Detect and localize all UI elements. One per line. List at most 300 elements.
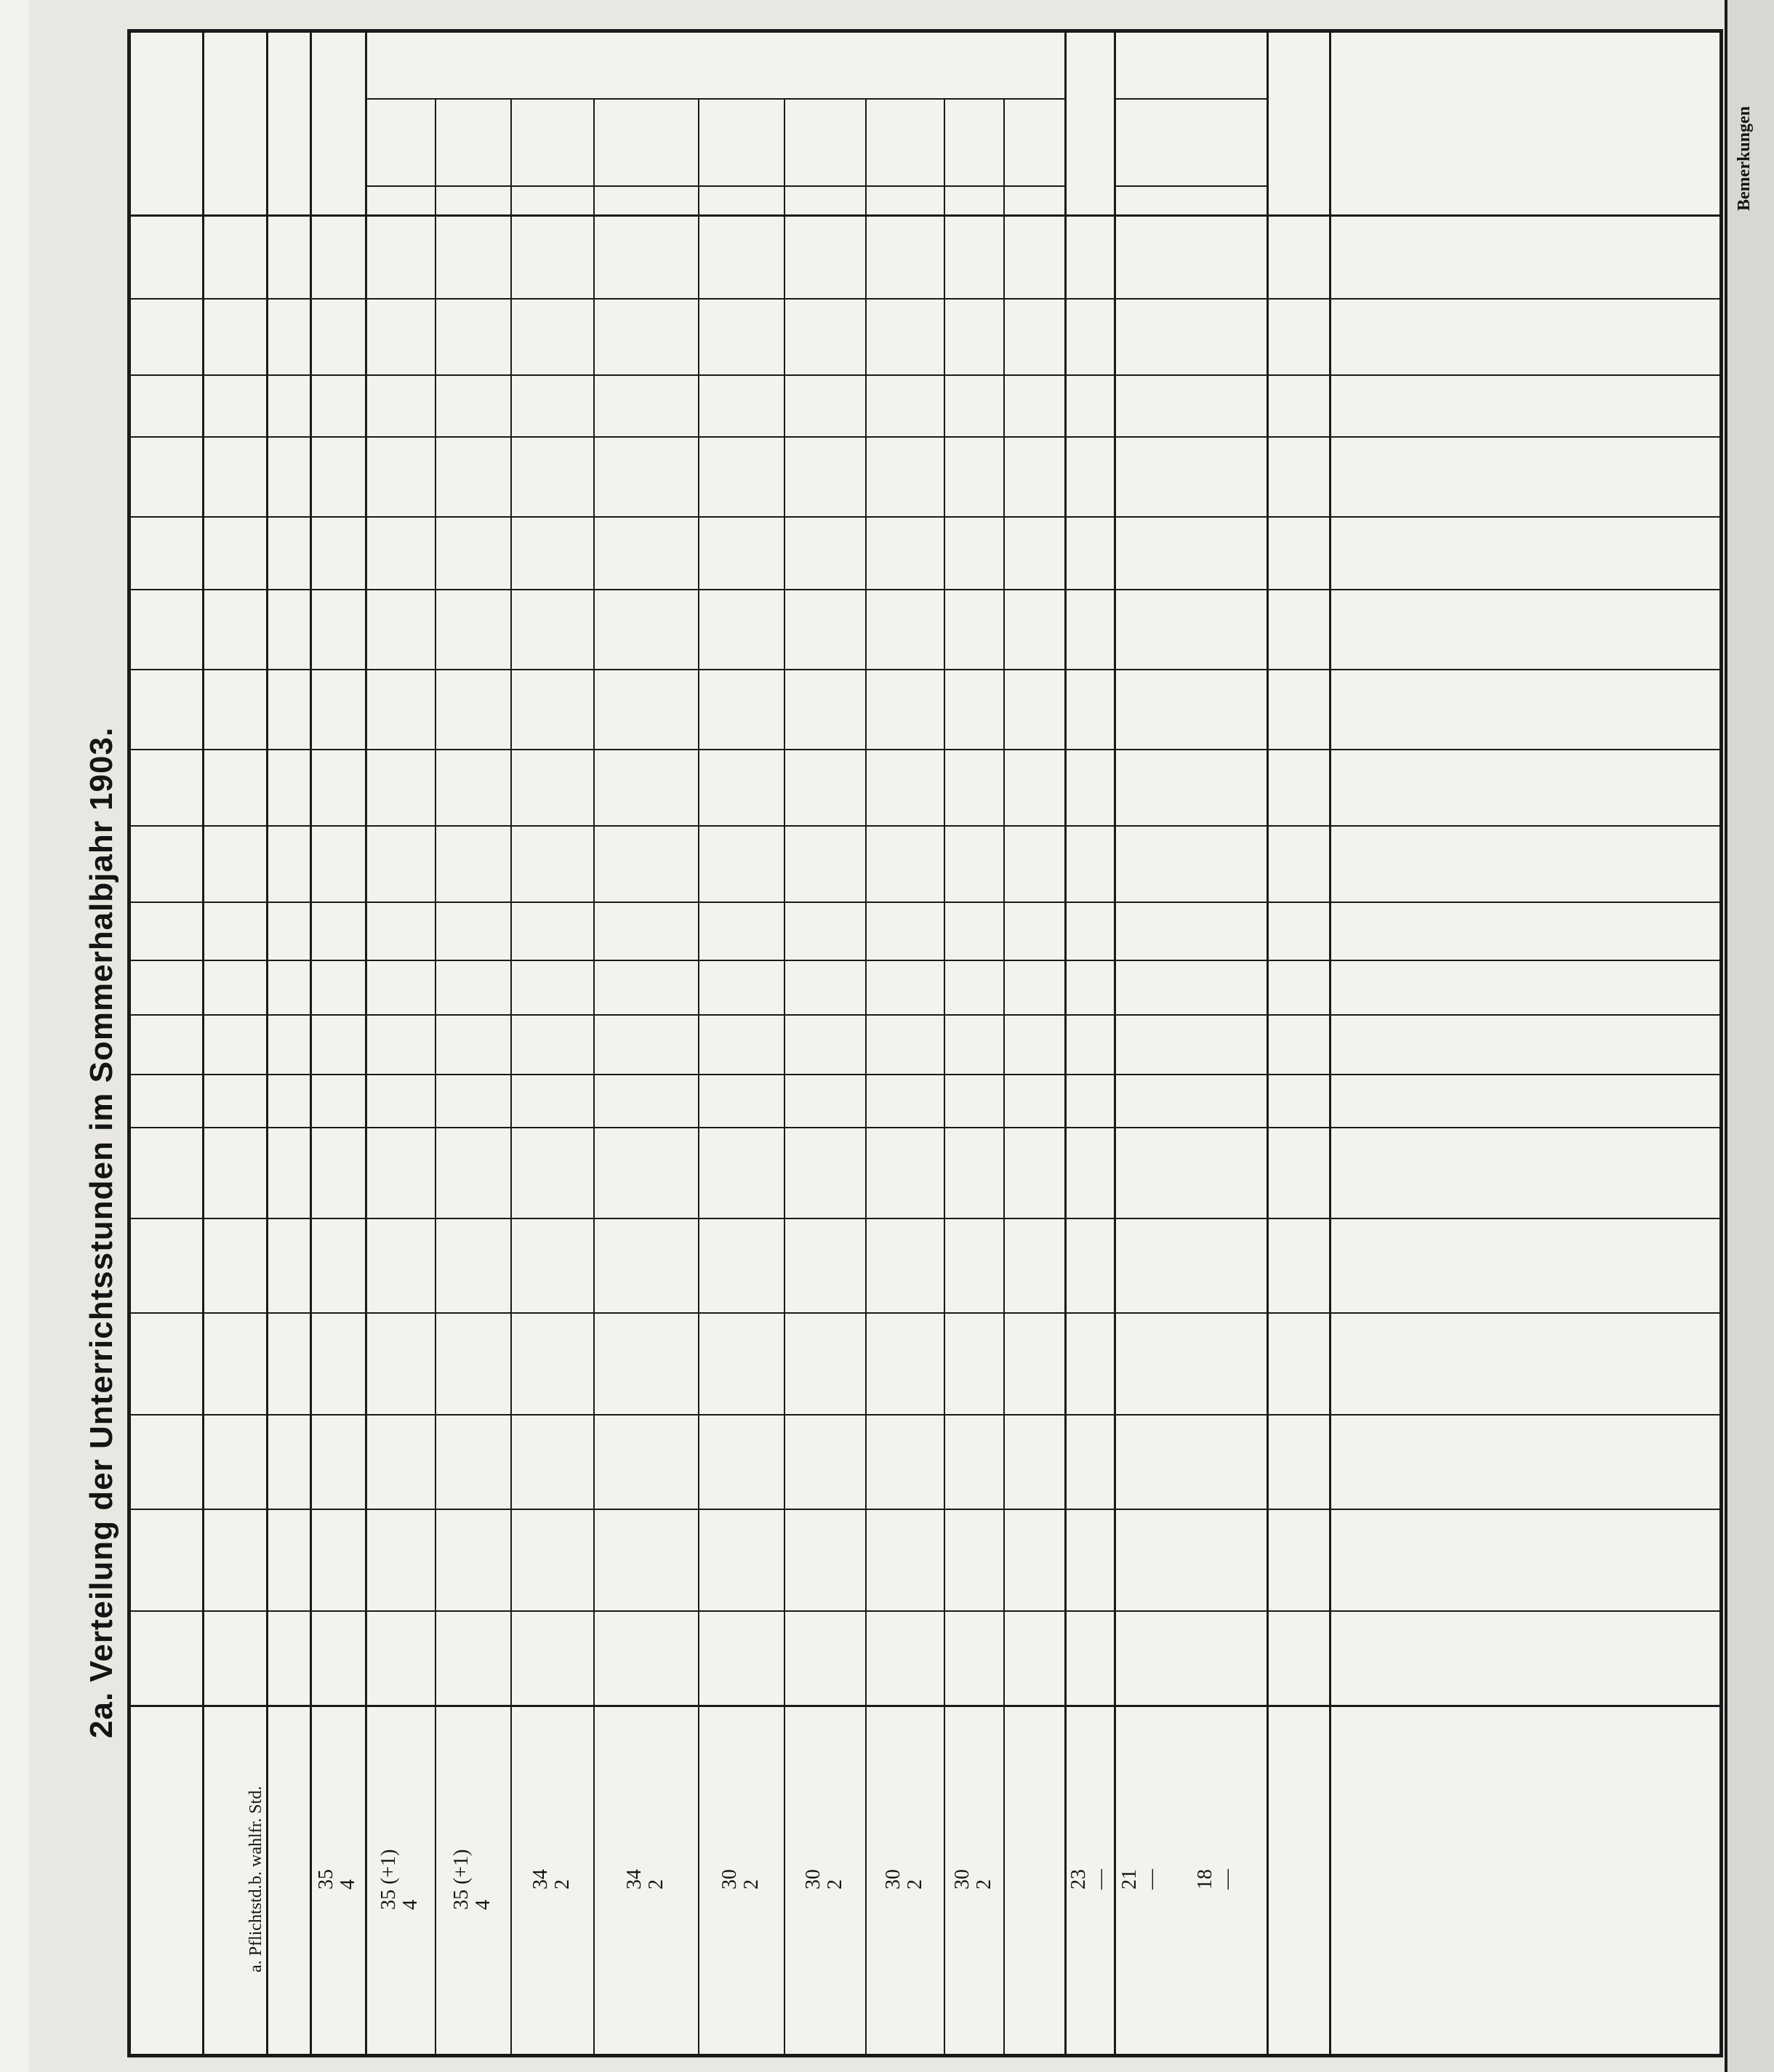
lesson-cell: [1064, 374, 1115, 436]
lesson-cell: [1115, 1610, 1166, 1705]
class-teacher-of: [266, 1014, 310, 1074]
summe-pflicht-label: a. Pflichtstd.: [246, 1884, 265, 1972]
remarks-cell: [1329, 902, 1719, 960]
lesson-cell: [944, 1218, 1003, 1312]
weekly-hours: [202, 1074, 266, 1127]
teacher-name: [131, 669, 202, 749]
lesson-cell: [365, 749, 435, 825]
header-stunden: [202, 33, 266, 214]
teacher-name: [131, 825, 202, 902]
teacher-name: [131, 1414, 202, 1509]
class-teacher-of: [266, 749, 310, 825]
header-col-4: [593, 185, 698, 214]
remarks-cell: [1329, 1312, 1719, 1414]
lesson-cell: [1064, 1414, 1115, 1509]
weekly-hours: [202, 749, 266, 825]
header-col-7: [865, 185, 944, 214]
lesson-cell: [944, 669, 1003, 749]
weekly-hours: [202, 516, 266, 589]
lesson-cell: [435, 902, 510, 960]
lesson-cell: [784, 825, 865, 902]
lesson-cell: [435, 1014, 510, 1074]
lesson-cell: [865, 214, 944, 298]
lesson-cell: [593, 1610, 698, 1705]
class-teacher-of: [266, 589, 310, 669]
lesson-cell: [944, 589, 1003, 669]
summe-value: 34 2: [623, 1869, 667, 1890]
lesson-cell: [944, 374, 1003, 436]
weekly-hours: [202, 214, 266, 298]
class-teacher-of: [266, 1414, 310, 1509]
lesson-cell: [1064, 902, 1115, 960]
lesson-cell: [435, 749, 510, 825]
lesson-cell: [435, 669, 510, 749]
page-title: 2a. Verteilung der Unterrichtsstunden im Sommerhalbjahr 1903.: [84, 726, 119, 1738]
lesson-cell: [865, 1074, 944, 1127]
summe-value: 35 4: [315, 1869, 359, 1890]
lesson-cell: [435, 960, 510, 1014]
lesson-cell: [510, 1014, 593, 1074]
remarks-cell: [1329, 1074, 1719, 1127]
lesson-cell: [944, 825, 1003, 902]
lesson-cell: [1166, 1014, 1267, 1074]
teacher-name: [131, 749, 202, 825]
lesson-cell: [310, 960, 365, 1014]
lesson-cell: [365, 902, 435, 960]
lesson-cell: [435, 214, 510, 298]
class-teacher-of: [266, 902, 310, 960]
remarks-cell: [1329, 1127, 1719, 1218]
lesson-cell: [944, 298, 1003, 374]
teacher-name: [131, 214, 202, 298]
lesson-cell: [593, 214, 698, 298]
lesson-cell: [510, 1414, 593, 1509]
lesson-cell: [784, 436, 865, 516]
lesson-cell: [1115, 1414, 1166, 1509]
class-teacher-of: [266, 825, 310, 902]
lesson-cell: [865, 749, 944, 825]
lesson-cell: [1115, 214, 1166, 298]
teacher-name: [131, 589, 202, 669]
lesson-cell: [1064, 1509, 1115, 1610]
lesson-cell: [365, 1610, 435, 1705]
teacher-name: [131, 1218, 202, 1312]
lesson-cell: [365, 298, 435, 374]
lesson-cell: [784, 1014, 865, 1074]
weekly-hours: [202, 1610, 266, 1705]
lesson-cell: [310, 669, 365, 749]
teacher-name: [131, 960, 202, 1014]
lesson-cell: [865, 589, 944, 669]
lesson-cell: [865, 1414, 944, 1509]
lesson-cell: [865, 1312, 944, 1414]
lesson-cell: [435, 298, 510, 374]
summe-value: 35 (+1) 4: [377, 1849, 422, 1910]
lesson-cell: [698, 1074, 784, 1127]
lesson-cell: [435, 1414, 510, 1509]
teaching-hours-table: [127, 29, 1723, 2057]
lesson-cell: [510, 214, 593, 298]
lesson-cell: [1115, 1074, 1166, 1127]
lesson-cell: [593, 825, 698, 902]
remarks-cell: [1329, 214, 1719, 298]
lesson-cell: [435, 374, 510, 436]
lesson-cell: [865, 298, 944, 374]
lesson-cell: [365, 374, 435, 436]
header-vor-1: [1064, 185, 1115, 214]
lesson-cell: [365, 1312, 435, 1414]
lesson-cell: [784, 1414, 865, 1509]
lesson-cell: [1115, 1218, 1166, 1312]
lesson-cell: [1166, 749, 1267, 825]
lesson-cell: [435, 1610, 510, 1705]
teacher-name: [131, 436, 202, 516]
lesson-cell: [1064, 960, 1115, 1014]
lesson-cell: [1064, 749, 1115, 825]
remarks-cell: [1329, 960, 1719, 1014]
class-teacher-of: [266, 1509, 310, 1610]
lesson-cell: [784, 214, 865, 298]
class-teacher-of: [266, 214, 310, 298]
lesson-cell: [784, 589, 865, 669]
lesson-cell: [698, 669, 784, 749]
lesson-cell: [510, 589, 593, 669]
lesson-cell: [865, 516, 944, 589]
lesson-cell: [944, 1414, 1003, 1509]
teacher-name: [131, 1014, 202, 1074]
lesson-cell: [865, 436, 944, 516]
lesson-cell: [365, 669, 435, 749]
weekly-hours: [202, 825, 266, 902]
page-edge-right: [1725, 0, 1774, 2072]
lesson-cell: [784, 1610, 865, 1705]
lesson-cell: [365, 1074, 435, 1127]
column-rule: [1267, 33, 1269, 2054]
lesson-cell: [784, 1312, 865, 1414]
teacher-name: [131, 1312, 202, 1414]
header-vor-2: [1115, 185, 1166, 214]
lesson-cell: [698, 374, 784, 436]
summe-label: [131, 1705, 202, 2054]
lesson-cell: [365, 214, 435, 298]
lesson-cell: [1064, 1312, 1115, 1414]
lesson-cell: [310, 1218, 365, 1312]
lesson-cell: [435, 1074, 510, 1127]
lesson-cell: [1166, 825, 1267, 902]
remarks-cell: [1329, 825, 1719, 902]
lesson-cell: [310, 589, 365, 669]
lesson-cell: [1064, 669, 1115, 749]
header-col-5: [698, 185, 784, 214]
lesson-cell: [784, 1509, 865, 1610]
remarks-cell: [1329, 749, 1719, 825]
lesson-cell: [365, 589, 435, 669]
lesson-cell: [1064, 298, 1115, 374]
lesson-cell: [310, 749, 365, 825]
lesson-cell: [310, 1014, 365, 1074]
lesson-cell: [784, 749, 865, 825]
lesson-cell: [510, 960, 593, 1014]
lesson-cell: [784, 298, 865, 374]
column-rule: [1003, 98, 1005, 2054]
lesson-cell: [310, 298, 365, 374]
lesson-cell: [1115, 1014, 1166, 1074]
lesson-cell: [784, 902, 865, 960]
lesson-cell: [593, 960, 698, 1014]
lesson-cell: [510, 1074, 593, 1127]
lesson-cell: [1064, 825, 1115, 902]
lesson-cell: [1166, 669, 1267, 749]
header-vorklassen: [1064, 33, 1267, 185]
class-teacher-of: [266, 516, 310, 589]
lesson-cell: [1166, 589, 1267, 669]
class-teacher-of: [266, 1074, 310, 1127]
lesson-cell: [510, 516, 593, 589]
class-teacher-of: [266, 669, 310, 749]
remarks-cell: [1329, 1509, 1719, 1610]
lesson-cell: [310, 436, 365, 516]
lesson-cell: [593, 1074, 698, 1127]
lesson-cell: [1115, 516, 1166, 589]
header-col-3: [510, 185, 593, 214]
lesson-cell: [510, 298, 593, 374]
teacher-name: [131, 1127, 202, 1218]
remarks-cell: [1329, 516, 1719, 589]
lesson-cell: [698, 1414, 784, 1509]
header-col-2: [435, 185, 510, 214]
lesson-cell: [593, 902, 698, 960]
lesson-cell: [310, 825, 365, 902]
lesson-cell: [365, 1014, 435, 1074]
lesson-cell: [944, 1610, 1003, 1705]
lesson-cell: [310, 374, 365, 436]
lesson-cell: [1166, 960, 1267, 1014]
weekly-hours: [202, 589, 266, 669]
header-col-0: [310, 185, 365, 214]
lesson-cell: [1064, 516, 1115, 589]
lesson-cell: [1115, 298, 1166, 374]
remarks-cell: [1329, 436, 1719, 516]
header-vor-3: [1166, 185, 1267, 214]
lesson-cell: [944, 1014, 1003, 1074]
teacher-name: [131, 1610, 202, 1705]
summe-value: 30 2: [951, 1869, 995, 1890]
lesson-cell: [1166, 436, 1267, 516]
remarks-cell: [1329, 1218, 1719, 1312]
lesson-cell: [435, 1218, 510, 1312]
lesson-cell: [1166, 298, 1267, 374]
summe-value: 18 —: [1194, 1869, 1238, 1890]
lesson-cell: [1166, 1610, 1267, 1705]
summe-value: 23 —: [1067, 1869, 1112, 1890]
lesson-cell: [510, 1218, 593, 1312]
lesson-cell: [593, 749, 698, 825]
lesson-cell: [435, 825, 510, 902]
summe-value: 21 —: [1118, 1869, 1163, 1890]
lesson-cell: [698, 902, 784, 960]
teacher-name: [131, 1509, 202, 1610]
summe-value: 30 2: [718, 1869, 763, 1890]
next-page-header-bemerkungen: Bemerkungen: [1735, 106, 1754, 211]
lesson-cell: [310, 516, 365, 589]
lesson-cell: [1166, 902, 1267, 960]
lesson-cell: [698, 589, 784, 669]
remarks-cell: [1329, 669, 1719, 749]
lesson-cell: [365, 436, 435, 516]
lesson-cell: [784, 374, 865, 436]
lesson-cell: [1115, 1509, 1166, 1610]
class-teacher-of: [266, 436, 310, 516]
lesson-cell: [1064, 1610, 1115, 1705]
lesson-cell: [510, 1509, 593, 1610]
lesson-cell: [510, 374, 593, 436]
lesson-cell: [310, 1610, 365, 1705]
teacher-name: [131, 902, 202, 960]
lesson-cell: [510, 825, 593, 902]
lesson-cell: [698, 825, 784, 902]
class-teacher-of: [266, 1610, 310, 1705]
weekly-hours: [202, 1509, 266, 1610]
lesson-cell: [1166, 214, 1267, 298]
remarks-cell: [1329, 374, 1719, 436]
lesson-cell: [310, 1074, 365, 1127]
lesson-cell: [435, 1312, 510, 1414]
lesson-cell: [365, 1414, 435, 1509]
lesson-cell: [865, 960, 944, 1014]
header-lehrer: [131, 33, 202, 214]
lesson-cell: [944, 960, 1003, 1014]
lesson-cell: [784, 669, 865, 749]
lesson-cell: [593, 374, 698, 436]
lesson-cell: [865, 1610, 944, 1705]
lesson-cell: [365, 960, 435, 1014]
lesson-cell: [435, 516, 510, 589]
lesson-cell: [365, 516, 435, 589]
lesson-cell: [944, 749, 1003, 825]
lesson-cell: [1064, 1074, 1115, 1127]
summe-value: 30 2: [882, 1869, 926, 1890]
lesson-cell: [1166, 374, 1267, 436]
teacher-name: [131, 298, 202, 374]
lesson-cell: [510, 669, 593, 749]
lesson-cell: [944, 436, 1003, 516]
lesson-cell: [310, 1312, 365, 1414]
lesson-cell: [1166, 1218, 1267, 1312]
class-teacher-of: [266, 1127, 310, 1218]
lesson-cell: [944, 1074, 1003, 1127]
lesson-cell: [1115, 589, 1166, 669]
lesson-cell: [510, 902, 593, 960]
lesson-cell: [593, 669, 698, 749]
lesson-cell: [1064, 214, 1115, 298]
lesson-cell: [310, 1127, 365, 1218]
header-col-1: [365, 185, 435, 214]
lesson-cell: [593, 1014, 698, 1074]
lesson-cell: [944, 516, 1003, 589]
summe-wahlfrei-label: b. wahlfr. Std.: [246, 1786, 265, 1885]
header-bemerkungen: [1329, 33, 1719, 214]
lesson-cell: [593, 1218, 698, 1312]
lesson-cell: [1115, 960, 1166, 1014]
lesson-cell: [944, 214, 1003, 298]
lesson-cell: [1166, 1074, 1267, 1127]
lesson-cell: [593, 436, 698, 516]
lesson-cell: [365, 825, 435, 902]
lesson-cell: [593, 1312, 698, 1414]
lesson-cell: [1115, 436, 1166, 516]
lesson-cell: [365, 1509, 435, 1610]
lesson-cell: [698, 1610, 784, 1705]
lesson-cell: [698, 298, 784, 374]
weekly-hours: [202, 669, 266, 749]
lesson-cell: [593, 1127, 698, 1218]
lesson-cell: [1115, 374, 1166, 436]
page-edge-left: [0, 0, 29, 2072]
lesson-cell: [435, 1509, 510, 1610]
lesson-cell: [365, 1218, 435, 1312]
weekly-hours: [202, 960, 266, 1014]
lesson-cell: [1064, 1218, 1115, 1312]
lesson-cell: [1115, 825, 1166, 902]
header-col-6: [784, 185, 865, 214]
lesson-cell: [1115, 749, 1166, 825]
lesson-cell: [698, 516, 784, 589]
lesson-cell: [310, 214, 365, 298]
class-teacher-of: [266, 960, 310, 1014]
header-col-8: [944, 185, 1003, 214]
remarks-cell: [1329, 1414, 1719, 1509]
weekly-hours: [202, 374, 266, 436]
class-teacher-of: [266, 1312, 310, 1414]
lesson-cell: [510, 749, 593, 825]
weekly-hours: [202, 298, 266, 374]
lesson-cell: [310, 902, 365, 960]
lesson-cell: [1115, 902, 1166, 960]
lesson-cell: [865, 669, 944, 749]
lesson-cell: [1166, 1509, 1267, 1610]
header-realklassen: [310, 33, 1003, 185]
lesson-cell: [698, 749, 784, 825]
header-klassenlehrer: [266, 33, 310, 214]
lesson-cell: [1064, 436, 1115, 516]
lesson-cell: [1166, 1414, 1267, 1509]
remarks-cell: [1329, 298, 1719, 374]
weekly-hours: [202, 1127, 266, 1218]
lesson-cell: [865, 825, 944, 902]
summe-sublabels: [202, 1705, 310, 2054]
teacher-name: [131, 374, 202, 436]
lesson-cell: [865, 1509, 944, 1610]
class-teacher-of: [266, 374, 310, 436]
lesson-cell: [698, 214, 784, 298]
lesson-cell: [593, 1509, 698, 1610]
lesson-cell: [698, 1218, 784, 1312]
summe-value: 30 2: [802, 1869, 846, 1890]
lesson-cell: [865, 1014, 944, 1074]
lesson-cell: [1064, 589, 1115, 669]
summe-value: 34 2: [529, 1869, 574, 1890]
class-teacher-of: [266, 1218, 310, 1312]
teacher-name: [131, 1074, 202, 1127]
lesson-cell: [310, 1414, 365, 1509]
lesson-cell: [593, 1414, 698, 1509]
lesson-cell: [310, 1509, 365, 1610]
lesson-cell: [698, 1014, 784, 1074]
lesson-cell: [944, 902, 1003, 960]
lesson-cell: [593, 516, 698, 589]
weekly-hours: [202, 902, 266, 960]
lesson-cell: [784, 1074, 865, 1127]
